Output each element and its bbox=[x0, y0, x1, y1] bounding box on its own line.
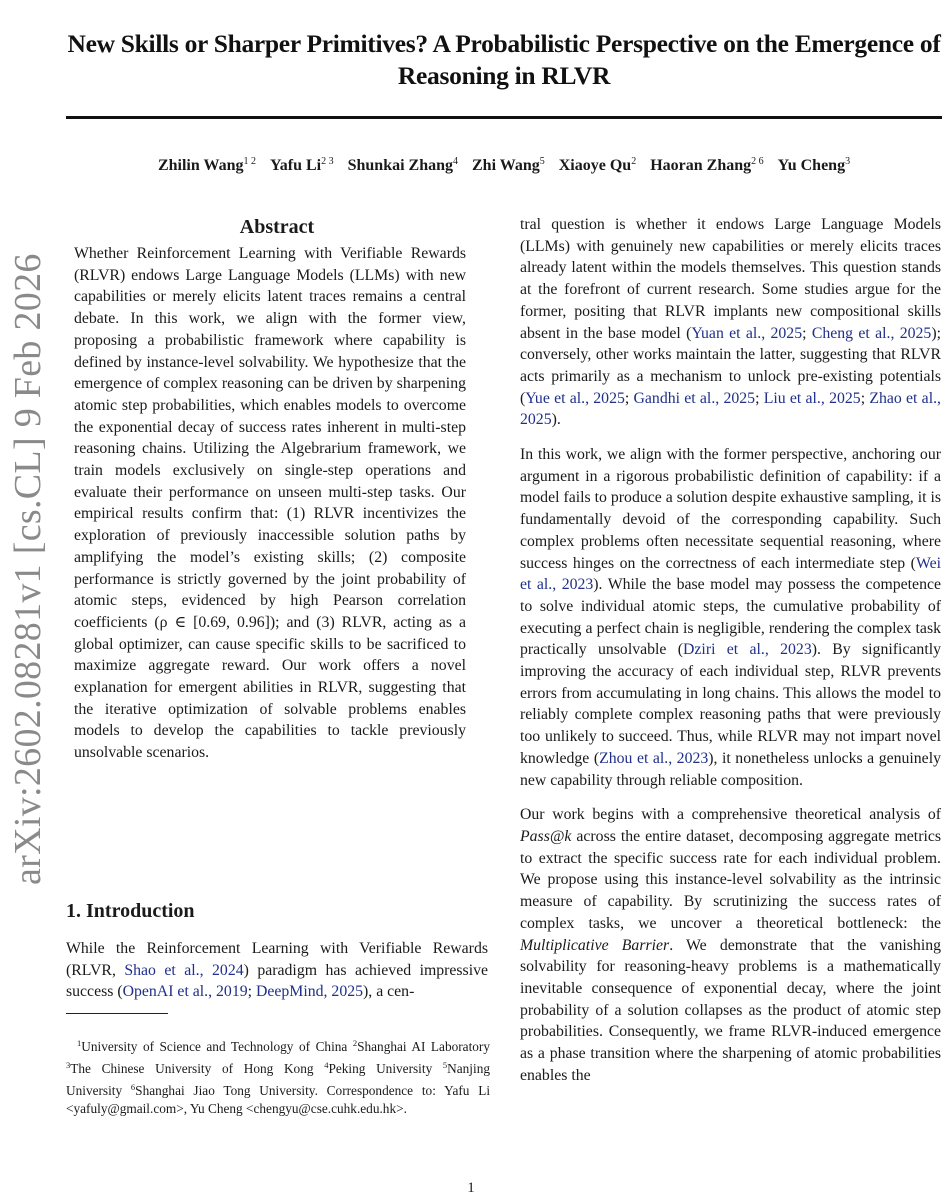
author-list bbox=[66, 156, 942, 175]
paper-title: New Skills or Sharper Primitives? A Probabilistic Perspective on the Emergence of Reasoning in RLVR bbox=[67, 29, 941, 90]
intro-paragraph-2: In this work, we align with the former perspective, anchoring our argument in a rigorous probabilistic definition of capability: if a model fails to produce a solution despite exhaustive sampling, it is fundamentally devoid of the corresponding capability. Such complex problems often necessitate sequential reasoning, where success hinges on the correctness of each intermediate step (Wei et al., 2023). While the base model may possess the competence to solve individual atomic steps, the cumulative probability of executing a perfect chain is negligible, rendering the complex task practically unsolvable (Dziri et al., 2023). By significantly improving the accuracy of each individual step, RLVR prevents errors from accumulating in long chains. This allows the model to reliably complete complex reasoning paths that were previously too unlikely to succeed. Thus, while RLVR may not impart novel knowledge (Zhou et al., 2023), it nonetheless unlocks a genuinely new capability through reliable composition. bbox=[520, 446, 941, 789]
title-rule-divider bbox=[66, 116, 942, 119]
citation-link[interactable]: Yue et al., 2025 bbox=[525, 389, 625, 407]
citation-link[interactable]: DeepMind, 2025 bbox=[255, 983, 364, 1001]
arxiv-identifier-stamp: arXiv:2602.08281v1 [cs.CL] 9 Feb 2026 bbox=[7, 253, 49, 885]
citation-link[interactable]: Cheng et al., 2025 bbox=[811, 324, 932, 342]
page-number: 1 bbox=[467, 1180, 475, 1196]
right-column bbox=[520, 214, 941, 1099]
citation-link[interactable]: Gandhi et al., 2025 bbox=[633, 389, 756, 407]
author: Zhilin Wang$^{1 2}$ bbox=[157, 156, 256, 174]
abstract-text: Whether Reinforcement Learning with Verifiable Rewards (RLVR) endows Large Language Models (LLMs) with new capabilities or merely elicits latent traces remains a central debate. In this work, we align with the former view, proposing a probabilistic framework where capability is defined by instance-level solvability. We hypothesize that the emergence of complex reasoning can be driven by sharpening atomic step probabilities, which enables models to overcome the exponential decay of success rates inherent in multi-step reasoning chains. Utilizing the Algebrarium framework, we train models exclusively on single-step operations and evaluate their performance on unseen multi-step tasks. Our empirical results confirm that: (1) RLVR incentivizes the exploration of previously inaccessible solution paths by amplifying the model’s existing skills; (2) composite performance is strictly governed by the joint probability of atomic steps, evidenced by high Pearson correlation coefficients (ρ ∈ [0.69, 0.96]); and (3) RLVR, acting as a global optimizer, can cause specific skills to be sacrificed to maximize aggregate reward. Our work offers a novel explanation for emergent abilities in RLVR, suggesting that the iterative optimization of solvable problems enables models to develop the capabilities to tackle previously unsolvable scenarios. bbox=[74, 245, 466, 762]
intro-paragraph-1-left: While the Reinforcement Learning with Verifiable Rewards (RLVR, Shao et al., 2024) paradigm has achieved impressive success (OpenAI et al., 2019; DeepMind, 2025), a cen- bbox=[66, 940, 489, 1001]
citation-link[interactable]: Zhou et al., 2023 bbox=[599, 749, 709, 767]
author: Yu Cheng$^3$ bbox=[777, 156, 851, 174]
intro-paragraph-1-right: tral question is whether it endows Large Language Models (LLMs) with genuinely new capabilities or merely elicits traces already latent within the models themselves. This question stands at the forefront of current research. Some studies argue for the former, positing that RLVR implants new compositional skills absent in the base model (Yuan et al., 2025; Cheng et al., 2025); conversely, other works maintain the latter, suggesting that RLVR acts primarily as a mechanism to unlock pre-existing potentials (Yue et al., 2025; Gandhi et al., 2025; Liu et al., 2025; Zhao et al., 2025). bbox=[520, 216, 941, 429]
section-heading-introduction: 1. Introduction bbox=[66, 900, 195, 922]
footnote-rule bbox=[66, 1013, 168, 1014]
abstract-heading: Abstract bbox=[239, 216, 315, 238]
correspondence-text: Correspondence to: Yafu Li <yafuly@gmail.com>, Yu Cheng <chengyu@cse.cuhk.edu.hk>. bbox=[66, 1083, 491, 1116]
citation-link[interactable]: Zhao et al., 2025 bbox=[520, 389, 941, 429]
author: Yafu $Li^{2 3}$ bbox=[269, 156, 334, 174]
author: Shunkai Zhang$^4$ bbox=[347, 156, 458, 174]
author: Xiaoye Qu$^2$ bbox=[558, 156, 637, 174]
citation-link[interactable]: Dziri et al., 2023 bbox=[683, 641, 812, 659]
citation-link[interactable]: Wei et al., 2023 bbox=[520, 554, 941, 594]
affiliation-footnote: $^1$University of Science and Technology of China $^2$Shanghai AI Laboratory $^3$The Chinese University of Hong Kong $^4$Peking University $^5$Nanjing University $^6$Shanghai Jiao Tong University. Correspondence to: Yafu Li <yafuly@gmail.com>, Yu Cheng <chengyu@cse.cuhk.edu.hk>. bbox=[66, 1038, 491, 1116]
citation-link[interactable]: Shao et al., 2024 bbox=[124, 961, 244, 979]
left-column bbox=[66, 214, 488, 764]
author: Haoran Zhang$^{2 6}$ bbox=[650, 156, 764, 174]
author: Zhi Wang$^5$ bbox=[472, 156, 545, 174]
intro-paragraph-3: Our work begins with a comprehensive theoretical analysis of Pass@k across the entire dataset, decomposing aggregate metrics to extract the specific success rate for each individual problem. We propose using this instance-level solvability as the intrinsic measure of capability. By scrutinizing the success rates of complex tasks, we uncover a theoretical bottleneck: the Multiplicative Barrier. We demonstrate that the vanishing solvability for reasoning-heavy problems is a mathematically inevitable consequence of exponential decay, where the joint probability of a solution collapses as the product of atomic step probabilities. Consequently, we frame RLVR-induced emergence as a phase transition where the sharpening of atomic probabilities enables the bbox=[520, 806, 942, 1084]
citation-link[interactable]: Yuan et al., 2025 bbox=[691, 324, 803, 342]
citation-link[interactable]: OpenAI et al., 2019 bbox=[122, 983, 248, 1001]
citation-link[interactable]: Liu et al., 2025 bbox=[763, 389, 861, 407]
